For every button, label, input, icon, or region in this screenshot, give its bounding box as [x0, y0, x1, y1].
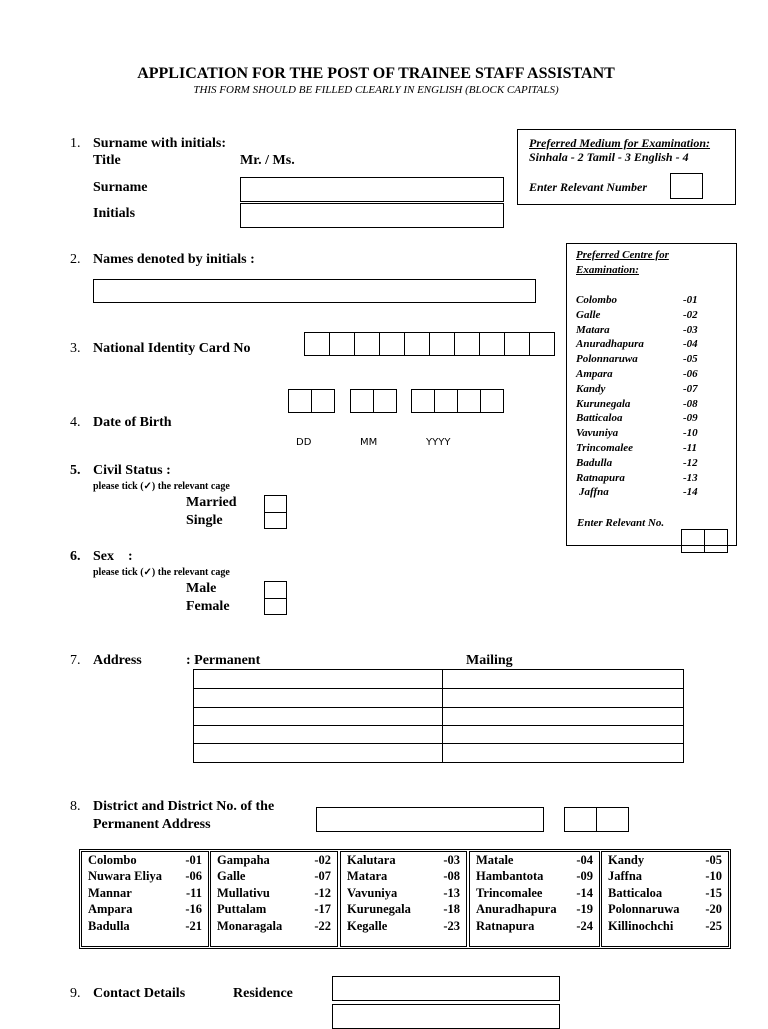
address-divider: [442, 670, 443, 762]
form-subtitle: THIS FORM SHOULD BE FILLED CLEARLY IN ENGLISH (BLOCK CAPITALS): [193, 84, 559, 96]
district-name: Polonnaruwa: [608, 902, 680, 917]
district-code: -04: [576, 853, 593, 867]
district-code: -09: [576, 869, 593, 884]
centre-name: Trincomalee: [576, 442, 634, 454]
district-name: Kalutara: [347, 853, 396, 867]
q9-number: 9.: [70, 986, 81, 1001]
nic-digit-cell[interactable]: [429, 332, 455, 356]
district-name: Kurunegala: [347, 902, 411, 917]
district-name: Hambantota: [476, 869, 544, 884]
centre-name: Vavuniya: [576, 427, 619, 440]
district-code: -22: [314, 918, 331, 933]
q3-label: National Identity Card No: [93, 341, 251, 356]
district-code: -07: [314, 869, 331, 884]
district-column: [601, 851, 729, 947]
district-code: -16: [185, 902, 202, 917]
q6-number: 6.: [70, 549, 81, 564]
q7-label: Address: [93, 653, 142, 668]
district-column: [340, 851, 467, 947]
nic-digit-cell[interactable]: [329, 332, 355, 356]
centre-name: Badulla: [576, 456, 613, 469]
district-code: -15: [705, 885, 722, 900]
centre-name: Polonnaruwa: [576, 353, 638, 366]
permanent-address-label: : Permanent: [186, 653, 261, 668]
district-name: Ratnapura: [476, 918, 535, 933]
nic-digit-cell[interactable]: [479, 332, 505, 356]
district-name: Anuradhapura: [476, 902, 557, 917]
dob-digit-cell[interactable]: [373, 389, 397, 413]
centre-heading-1: Preferred Centre for: [576, 249, 669, 261]
centre-name: Matara: [576, 323, 610, 336]
district-name: Gampaha: [217, 853, 270, 867]
centre-code: -09: [683, 412, 698, 425]
centre-code: -02: [683, 308, 698, 321]
district-name-input[interactable]: [316, 807, 544, 832]
district-code: -06: [185, 869, 202, 884]
nic-digit-cell[interactable]: [404, 332, 430, 356]
centre-code: -11: [683, 442, 698, 454]
medium-heading: Preferred Medium for Examination:: [529, 136, 711, 150]
centre-code: -13: [683, 471, 698, 484]
address-row-line: [194, 707, 683, 708]
centre-heading-2: Examination:: [576, 264, 639, 276]
title-options[interactable]: Mr. / Ms.: [240, 153, 295, 168]
centre-code: -05: [683, 353, 698, 366]
q5-number: 5.: [70, 463, 81, 478]
female-checkbox[interactable]: [264, 598, 287, 615]
district-code: -17: [314, 902, 331, 917]
district-code: -19: [576, 902, 593, 917]
medium-number-input[interactable]: [670, 173, 703, 199]
dob-digit-cell[interactable]: [480, 389, 504, 413]
medium-enter-label: Enter Relevant Number: [529, 180, 648, 194]
centre-number-cells: [681, 529, 728, 553]
address-row-line: [194, 743, 683, 744]
district-digit-cell[interactable]: [596, 807, 629, 832]
centre-code: -08: [683, 397, 698, 410]
district-name: Mullativu: [217, 885, 270, 900]
district-code: -08: [443, 869, 460, 884]
dob-dd-label: DD: [296, 437, 312, 448]
district-code: -03: [443, 853, 460, 867]
married-label: Married: [186, 495, 237, 510]
names-by-initials-input[interactable]: [93, 279, 536, 303]
district-code: -23: [443, 918, 460, 933]
district-name: Vavuniya: [347, 885, 398, 900]
q5-hint: please tick (✓) the relevant cage: [93, 481, 230, 492]
address-row-line: [194, 725, 683, 726]
district-code: -21: [185, 918, 202, 933]
initials-input[interactable]: [240, 203, 504, 228]
q8-label-2: Permanent Address: [93, 817, 211, 832]
residence-phone-input[interactable]: [332, 976, 560, 1001]
district-code: -02: [314, 853, 331, 867]
title-label: Title: [93, 153, 121, 168]
q9-label: Contact Details: [93, 986, 186, 1001]
centre-digit-cell[interactable]: [681, 529, 705, 553]
district-name: Badulla: [88, 918, 130, 933]
female-label: Female: [186, 599, 230, 614]
centre-name: Anuradhapura: [576, 338, 644, 351]
nic-digit-cell[interactable]: [304, 332, 330, 356]
district-name: Ampara: [88, 902, 133, 917]
contact-second-input[interactable]: [332, 1004, 560, 1029]
district-name: Puttalam: [217, 902, 267, 917]
district-name: Killinochchi: [608, 918, 674, 933]
district-code: -24: [576, 918, 593, 933]
centre-name: Colombo: [576, 294, 617, 306]
mailing-address-label: Mailing: [466, 653, 513, 668]
initials-label: Initials: [93, 206, 136, 221]
nic-digit-cell[interactable]: [529, 332, 555, 356]
surname-label: Surname: [93, 180, 148, 195]
dob-digit-cell[interactable]: [311, 389, 335, 413]
male-checkbox[interactable]: [264, 581, 287, 599]
q5-label: Civil Status :: [93, 463, 171, 478]
nic-cells: [304, 332, 555, 356]
address-table: [193, 669, 684, 763]
q8-number: 8.: [70, 799, 81, 814]
nic-digit-cell[interactable]: [379, 332, 405, 356]
district-name: Galle: [217, 869, 246, 884]
district-code: -13: [443, 885, 460, 900]
district-code: -14: [576, 885, 593, 900]
q1-label: Surname with initials:: [93, 136, 227, 151]
medium-options: Sinhala - 2 Tamil - 3 English - 4: [529, 150, 689, 164]
residence-label: Residence: [233, 986, 293, 1001]
q1-number: 1.: [70, 136, 81, 151]
dob-digit-cell[interactable]: [288, 389, 312, 413]
centre-name: Ratnapura: [576, 471, 625, 484]
dob-digit-cell[interactable]: [350, 389, 374, 413]
district-name: Mannar: [88, 885, 132, 900]
dob-mm-label: MM: [360, 437, 378, 448]
centre-name: Galle: [576, 308, 601, 321]
centre-code: -03: [683, 323, 698, 336]
district-digit-cell[interactable]: [564, 807, 597, 832]
centre-code: -14: [683, 486, 698, 499]
district-column: [210, 851, 338, 947]
district-name: Batticaloa: [608, 885, 663, 900]
centre-code: -07: [683, 382, 698, 395]
centre-code: -10: [683, 427, 698, 440]
address-row-line: [194, 688, 683, 689]
district-column: [469, 851, 600, 947]
centre-name: Kurunegala: [576, 397, 631, 410]
nic-digit-cell[interactable]: [354, 332, 380, 356]
district-code: -05: [705, 853, 722, 867]
district-name: Monaragala: [217, 918, 283, 933]
district-name: Trincomalee: [476, 885, 543, 900]
q4-number: 4.: [70, 415, 81, 430]
centre-enter-label: Enter Relevant No.: [577, 517, 665, 529]
q6-hint: please tick (✓) the relevant cage: [93, 567, 230, 578]
district-name: Kegalle: [347, 918, 388, 933]
dob-digit-cell[interactable]: [411, 389, 435, 413]
nic-digit-cell[interactable]: [454, 332, 480, 356]
centre-digit-cell[interactable]: [704, 529, 728, 553]
single-label: Single: [186, 513, 223, 528]
district-name: Colombo: [88, 853, 137, 867]
surname-input[interactable]: [240, 177, 504, 202]
district-name: Matara: [347, 869, 388, 884]
q2-number: 2.: [70, 252, 81, 267]
district-name: Jaffna: [608, 869, 643, 884]
q4-label: Date of Birth: [93, 415, 172, 430]
form-title: APPLICATION FOR THE POST OF TRAINEE STAFF ASSISTANT: [137, 65, 615, 82]
dob-digit-cell[interactable]: [434, 389, 458, 413]
district-code: -20: [705, 902, 722, 917]
district-code: -10: [705, 869, 722, 884]
district-code: -11: [186, 885, 202, 900]
centre-name: Batticaloa: [576, 412, 623, 425]
dob-month-cells: [350, 389, 397, 413]
district-code: -01: [185, 853, 202, 867]
married-checkbox[interactable]: [264, 495, 287, 513]
nic-digit-cell[interactable]: [504, 332, 530, 356]
q7-number: 7.: [70, 653, 81, 668]
district-number-cells: [564, 807, 629, 832]
male-label: Male: [186, 581, 217, 596]
centre-code: -04: [683, 338, 698, 351]
q6-label: Sex :: [93, 549, 133, 564]
dob-day-cells: [288, 389, 335, 413]
district-name: Kandy: [608, 853, 645, 867]
q8-label-1: District and District No. of the: [93, 799, 275, 814]
district-name: Nuwara Eliya: [88, 869, 162, 884]
district-code: -12: [314, 885, 331, 900]
q3-number: 3.: [70, 341, 81, 356]
dob-yyyy-label: YYYY: [426, 437, 451, 448]
district-name: Matale: [476, 853, 514, 867]
dob-year-cells: [411, 389, 504, 413]
district-code: -25: [705, 918, 722, 933]
centre-code: -12: [683, 456, 698, 469]
centre-name: Kandy: [576, 382, 606, 395]
centre-code: -01: [683, 294, 698, 306]
dob-digit-cell[interactable]: [457, 389, 481, 413]
centre-name: Jaffna: [579, 486, 609, 499]
district-column: [81, 851, 209, 947]
centre-code: -06: [683, 368, 698, 380]
centre-name: Ampara: [576, 368, 613, 380]
district-code: -18: [443, 902, 460, 917]
q2-label: Names denoted by initials :: [93, 252, 255, 267]
single-checkbox[interactable]: [264, 512, 287, 529]
